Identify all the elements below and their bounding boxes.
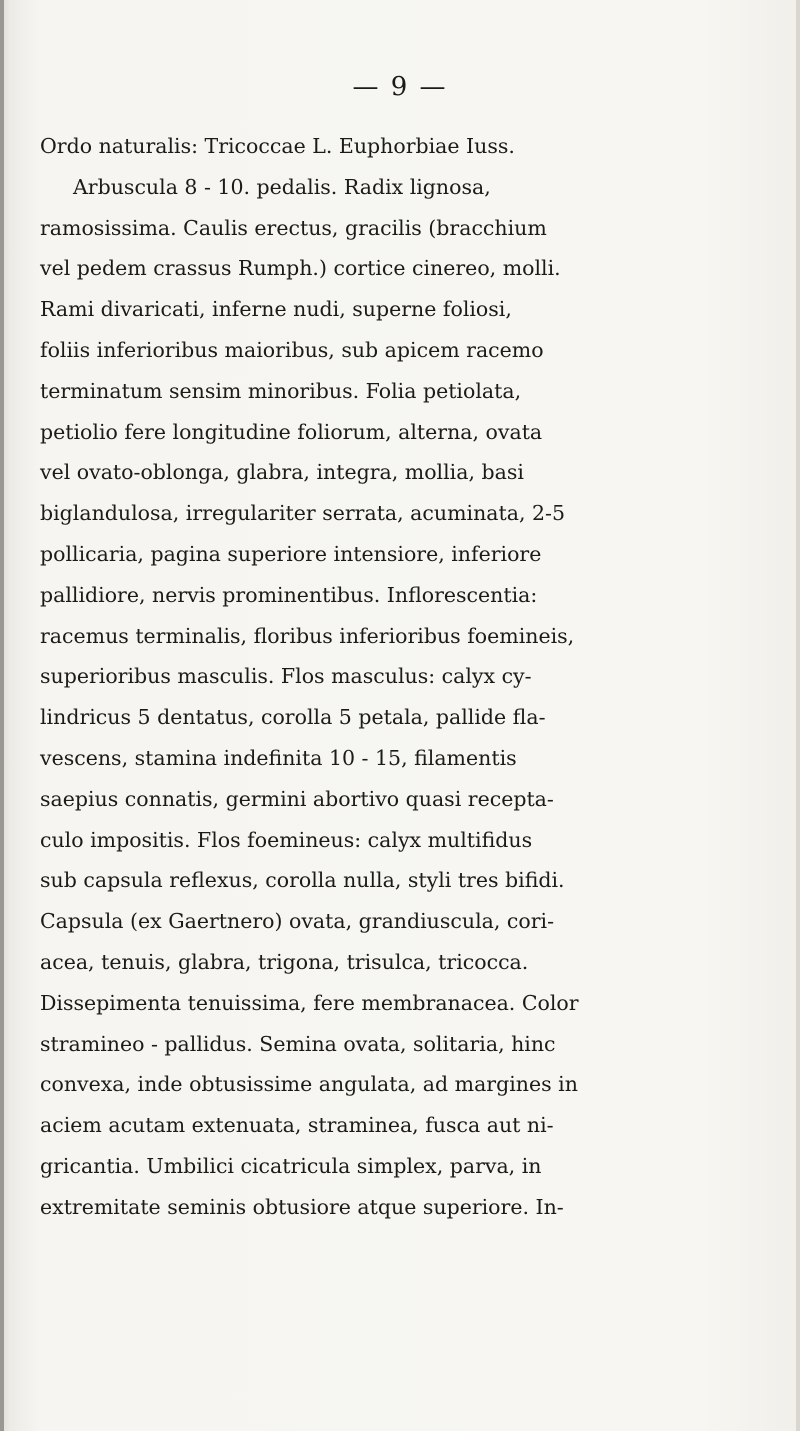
text-line: aciem acutam extenuata, straminea, fusca aut ni- (40, 1113, 554, 1138)
text-line: Dissepimenta tenuissima, fere membranacea. Color (40, 990, 579, 1015)
text-line: pollicaria, pagina superiore intensiore, inferiore (40, 541, 542, 566)
text-line: Rami divaricati, inferne nudi, superne foliosi, (40, 297, 512, 322)
page-binding-edge (0, 0, 4, 1431)
text-line: lindricus 5 dentatus, corolla 5 petala, pallide fla- (40, 705, 546, 730)
text-line: pallidiore, nervis prominentibus. Inflorescentia: (40, 582, 538, 607)
text-line: foliis inferioribus maioribus, sub apicem racemo (40, 337, 544, 362)
text-line: culo impositis. Flos foemineus: calyx multifidus (40, 827, 533, 852)
body-text (40, 126, 780, 1228)
text-line: gricantia. Umbilici cicatricula simplex, parva, in (40, 1153, 542, 1178)
text-line: stramineo - pallidus. Semina ovata, solitaria, hinc (40, 1031, 556, 1056)
text-line: sub capsula reflexus, corolla nulla, styli tres bifidi. (40, 868, 565, 893)
text-line: racemus terminalis, floribus inferioribus foemineis, (40, 623, 575, 648)
text-line: extremitate seminis obtusiore atque superiore. In- (40, 1194, 564, 1219)
text-line: vel ovato-oblonga, glabra, integra, mollia, basi (40, 460, 524, 485)
text-line: terminatum sensim minoribus. Folia petiolata, (40, 378, 522, 403)
text-line: Arbuscula 8 - 10. pedalis. Radix lignosa, (73, 174, 491, 199)
text-line: Ordo naturalis: Tricoccae L. Euphorbiae Iuss. (40, 134, 515, 158)
text-line: superioribus masculis. Flos masculus: calyx cy- (40, 664, 532, 689)
text-line: Capsula (ex Gaertnero) ovata, grandiuscula, cori- (40, 909, 555, 934)
page-right-edge (796, 0, 800, 1431)
text-line: biglandulosa, irregulariter serrata, acuminata, 2-5 (40, 501, 566, 526)
text-line: petiolio fere longitudine foliorum, alterna, ovata (40, 419, 543, 444)
text-line: acea, tenuis, glabra, trigona, trisulca, tricocca. (40, 949, 529, 974)
page-number: — 9 — (352, 72, 448, 102)
text-line: ramosissima. Caulis erectus, gracilis (bracchium (40, 215, 547, 240)
text-line: vescens, stamina indefinita 10 - 15, filamentis (40, 745, 517, 770)
text-line: convexa, inde obtusissime angulata, ad margines in (40, 1072, 578, 1097)
text-line: vel pedem crassus Rumph.) cortice cinereo, molli. (40, 256, 561, 281)
text-line: saepius connatis, germini abortivo quasi recepta- (40, 786, 554, 811)
